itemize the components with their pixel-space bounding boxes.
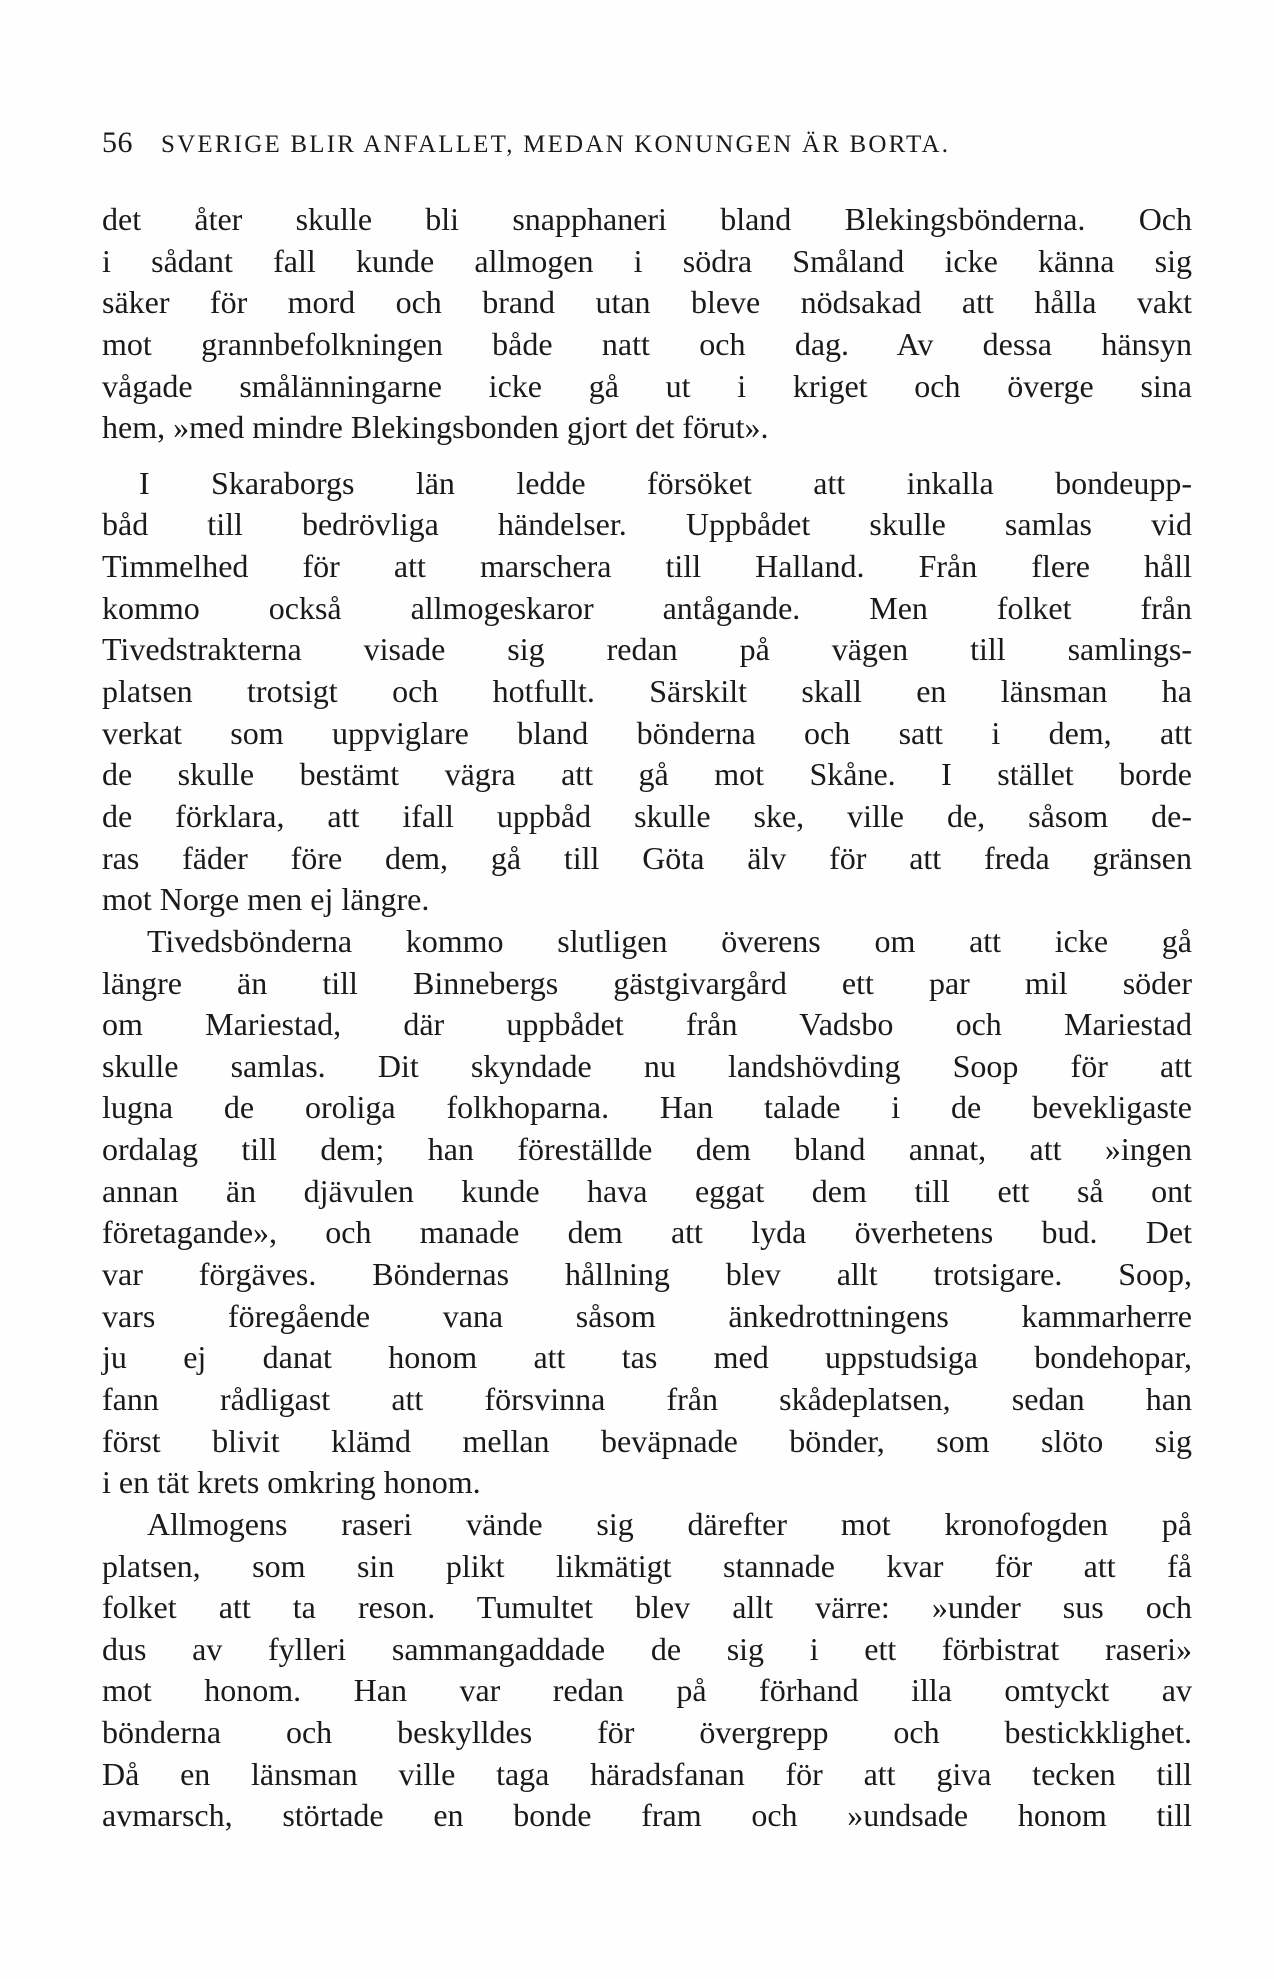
text-line: mot grannbefolkningen både natt och dag. Av dessa hänsyn [102, 325, 1192, 362]
text-line: kommo också allmogeskaror antågande. Men folket från [102, 589, 1192, 626]
page-number: 56 [102, 126, 133, 159]
text-line: i sådant fall kunde allmogen i södra Småland icke känna sig [102, 242, 1192, 279]
text-line: de skulle bestämt vägra att gå mot Skåne. I stället borde [102, 756, 1192, 793]
text-line: Timmelhed för att marschera till Halland. Från flere håll [102, 548, 1192, 585]
text-line: ju ej danat honom att tas med uppstudsiga bondehopar, [102, 1339, 1192, 1376]
text-line: Då en länsman ville taga häradsfanan för att giva tecken till [102, 1755, 1192, 1792]
text-line: det åter skulle bli snapphaneri bland Blekingsbönderna. Och [102, 201, 1192, 237]
text-line: först blivit klämd mellan beväpnade bönder, som slöto sig [102, 1422, 1192, 1459]
text-line: ras fäder före dem, gå till Göta älv för att freda gränsen [102, 839, 1192, 876]
text-line: de förklara, att ifall uppbåd skulle ske, ville de, såsom de- [102, 797, 1192, 834]
text-line: säker för mord och brand utan bleve nödsakad att hålla vakt [102, 284, 1192, 321]
text-line: i en tät krets omkring honom. [102, 1464, 481, 1501]
text-line: platsen, som sin plikt likmätigt stannade kvar för att få [102, 1547, 1192, 1584]
chapter-title: SVERIGE BLIR ANFALLET, MEDAN KONUNGEN ÄR BORTA. [161, 131, 951, 158]
text-line: om Mariestad, där uppbådet från Vadsbo och Mariestad [102, 1006, 1192, 1043]
text-line: Tivedstrakterna visade sig redan på vägen till samlings- [102, 631, 1192, 668]
running-head [102, 126, 1192, 166]
text-line: ordalag till dem; han föreställde dem bland annat, att »ingen [102, 1131, 1192, 1168]
text-line: annan än djävulen kunde hava eggat dem till ett så ont [102, 1172, 1192, 1209]
paragraph-first-line: Allmogens raseri vände sig därefter mot kronofogden på [147, 1505, 1192, 1542]
text-line: bönderna och beskylldes för övergrepp och bestickklighet. [102, 1714, 1192, 1751]
text-line: skulle samlas. Dit skyndade nu landshövding Soop för att [102, 1047, 1192, 1084]
text-line: lugna de oroliga folkhoparna. Han talade i de bevekligaste [102, 1089, 1192, 1126]
text-line: mot Norge men ej längre. [102, 881, 430, 918]
text-line: längre än till Binnebergs gästgivargård ett par mil söder [102, 964, 1192, 1001]
text-line: verkat som uppviglare bland bönderna och satt i dem, att [102, 714, 1192, 751]
paragraph-first-line: Tivedsbönderna kommo slutligen överens om att icke gå [147, 922, 1192, 959]
text-line: dus av fylleri sammangaddade de sig i ett förbistrat raseri» [102, 1630, 1192, 1667]
text-line: företagande», och manade dem att lyda överhetens bud. Det [102, 1214, 1192, 1251]
paragraph-first-line: I Skaraborgs län ledde försöket att inkalla bondeupp- [139, 464, 1192, 501]
text-line: folket att ta reson. Tumultet blev allt värre: »under sus och [102, 1589, 1192, 1626]
body-text [102, 199, 1192, 1837]
text-line: vågade smålänningarne icke gå ut i kriget och överge sina [102, 367, 1192, 404]
text-line: mot honom. Han var redan på förhand illa omtyckt av [102, 1672, 1192, 1709]
text-line: hem, »med mindre Blekingsbonden gjort det förut». [102, 409, 769, 446]
text-line: var förgäves. Böndernas hållning blev allt trotsigare. Soop, [102, 1256, 1192, 1293]
text-line: avmarsch, störtade en bonde fram och »undsade honom till [102, 1797, 1192, 1834]
text-line: båd till bedrövliga händelser. Uppbådet skulle samlas vid [102, 506, 1192, 543]
text-line: fann rådligast att försvinna från skådeplatsen, sedan han [102, 1380, 1192, 1417]
text-line: platsen trotsigt och hotfullt. Särskilt skall en länsman ha [102, 673, 1192, 710]
text-line: vars föregående vana såsom änkedrottningens kammarherre [102, 1297, 1192, 1334]
